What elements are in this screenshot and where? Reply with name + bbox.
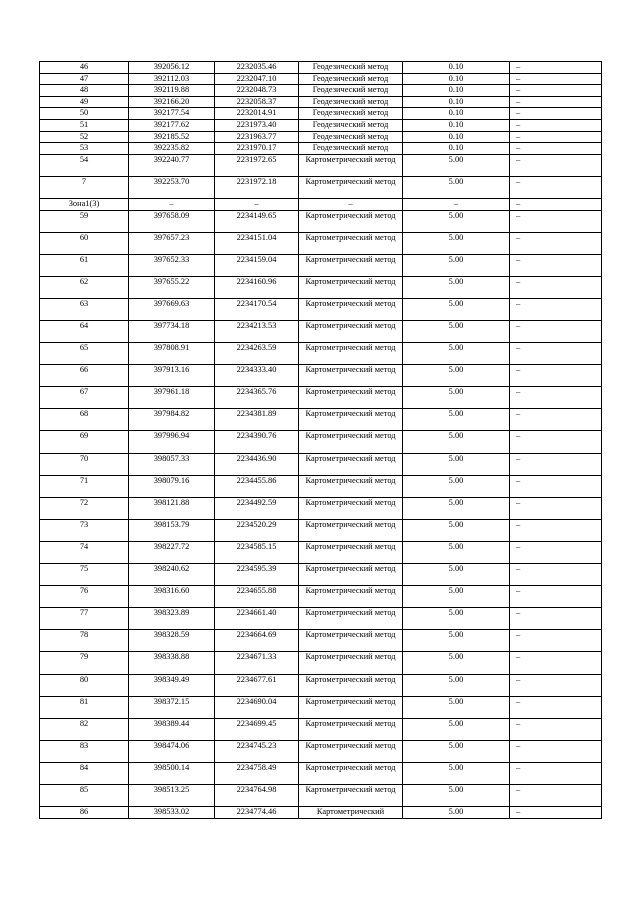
- method-cell: Картометрический метод: [299, 232, 403, 254]
- table-row: [40, 497, 602, 519]
- point-number-cell: Зона1(3): [40, 198, 129, 210]
- method-cell: Картометрический метод: [299, 674, 403, 696]
- table-row: [40, 143, 602, 155]
- accuracy-cell: 5.00: [403, 630, 510, 652]
- accuracy-cell: 5.00: [403, 696, 510, 718]
- x-coordinate-cell: 392177.62: [129, 119, 215, 131]
- table-row: [40, 232, 602, 254]
- y-coordinate-cell: 2234390.76: [215, 431, 299, 453]
- method-cell: Картометрический метод: [299, 475, 403, 497]
- accuracy-cell: 0.10: [403, 73, 510, 85]
- y-coordinate-cell: 2232048.73: [215, 85, 299, 97]
- x-coordinate-cell: 398513.25: [129, 784, 215, 806]
- method-cell: Геодезический метод: [299, 85, 403, 97]
- point-number-cell: 52: [40, 131, 129, 143]
- point-number-cell: 49: [40, 96, 129, 108]
- point-number-cell: 50: [40, 108, 129, 120]
- table-row: [40, 387, 602, 409]
- x-coordinate-cell: 392112.03: [129, 73, 215, 85]
- y-coordinate-cell: 2231970.17: [215, 143, 299, 155]
- x-coordinate-cell: 397657.23: [129, 232, 215, 254]
- y-coordinate-cell: 2234492.59: [215, 497, 299, 519]
- x-coordinate-cell: 397808.91: [129, 343, 215, 365]
- x-coordinate-cell: 398323.89: [129, 608, 215, 630]
- x-coordinate-cell: 398079.16: [129, 475, 215, 497]
- y-coordinate-cell: 2234745.23: [215, 740, 299, 762]
- method-cell: Картометрический метод: [299, 762, 403, 784]
- point-number-cell: 48: [40, 85, 129, 97]
- accuracy-cell: 5.00: [403, 365, 510, 387]
- point-number-cell: 68: [40, 409, 129, 431]
- method-cell: Геодезический метод: [299, 131, 403, 143]
- y-coordinate-cell: 2234764.98: [215, 784, 299, 806]
- table-row: [40, 740, 602, 762]
- x-coordinate-cell: 397734.18: [129, 321, 215, 343]
- note-cell: –: [510, 119, 602, 131]
- accuracy-cell: 0.10: [403, 96, 510, 108]
- y-coordinate-cell: 2234213.53: [215, 321, 299, 343]
- table-row: [40, 453, 602, 475]
- x-coordinate-cell: 392240.77: [129, 154, 215, 176]
- y-coordinate-cell: 2234677.61: [215, 674, 299, 696]
- accuracy-cell: 5.00: [403, 674, 510, 696]
- method-cell: Картометрический метод: [299, 176, 403, 198]
- note-cell: –: [510, 431, 602, 453]
- note-cell: –: [510, 85, 602, 97]
- note-cell: –: [510, 96, 602, 108]
- accuracy-cell: 5.00: [403, 475, 510, 497]
- accuracy-cell: 5.00: [403, 176, 510, 198]
- y-coordinate-cell: 2231972.18: [215, 176, 299, 198]
- note-cell: –: [510, 254, 602, 276]
- point-number-cell: 51: [40, 119, 129, 131]
- note-cell: –: [510, 343, 602, 365]
- note-cell: –: [510, 652, 602, 674]
- x-coordinate-cell: 397984.82: [129, 409, 215, 431]
- x-coordinate-cell: 392119.88: [129, 85, 215, 97]
- method-cell: Картометрический метод: [299, 387, 403, 409]
- note-cell: –: [510, 210, 602, 232]
- point-number-cell: 75: [40, 564, 129, 586]
- point-number-cell: 61: [40, 254, 129, 276]
- y-coordinate-cell: 2234436.90: [215, 453, 299, 475]
- point-number-cell: 77: [40, 608, 129, 630]
- table-row: [40, 586, 602, 608]
- table-row: [40, 630, 602, 652]
- x-coordinate-cell: 398338.88: [129, 652, 215, 674]
- note-cell: –: [510, 176, 602, 198]
- note-cell: –: [510, 564, 602, 586]
- note-cell: –: [510, 387, 602, 409]
- note-cell: –: [510, 674, 602, 696]
- accuracy-cell: 5.00: [403, 343, 510, 365]
- table-row: [40, 431, 602, 453]
- y-coordinate-cell: 2232035.46: [215, 62, 299, 74]
- note-cell: –: [510, 762, 602, 784]
- y-coordinate-cell: 2234661.40: [215, 608, 299, 630]
- x-coordinate-cell: 398533.02: [129, 807, 215, 819]
- x-coordinate-cell: 397961.18: [129, 387, 215, 409]
- method-cell: Картометрический метод: [299, 431, 403, 453]
- y-coordinate-cell: 2231973.40: [215, 119, 299, 131]
- note-cell: –: [510, 365, 602, 387]
- method-cell: Картометрический метод: [299, 497, 403, 519]
- method-cell: Картометрический метод: [299, 298, 403, 320]
- point-number-cell: 67: [40, 387, 129, 409]
- method-cell: Картометрический метод: [299, 608, 403, 630]
- note-cell: –: [510, 586, 602, 608]
- note-cell: –: [510, 62, 602, 74]
- method-cell: Картометрический метод: [299, 652, 403, 674]
- x-coordinate-cell: –: [129, 198, 215, 210]
- x-coordinate-cell: 397913.16: [129, 365, 215, 387]
- accuracy-cell: 0.10: [403, 108, 510, 120]
- y-coordinate-cell: 2234365.76: [215, 387, 299, 409]
- accuracy-cell: 0.10: [403, 119, 510, 131]
- table-row: [40, 475, 602, 497]
- y-coordinate-cell: 2234758.49: [215, 762, 299, 784]
- y-coordinate-cell: 2232047.10: [215, 73, 299, 85]
- method-cell: Картометрический метод: [299, 586, 403, 608]
- point-number-cell: 54: [40, 154, 129, 176]
- x-coordinate-cell: 392235.82: [129, 143, 215, 155]
- x-coordinate-cell: 397658.09: [129, 210, 215, 232]
- point-number-cell: 81: [40, 696, 129, 718]
- y-coordinate-cell: 2234263.59: [215, 343, 299, 365]
- method-cell: Картометрический метод: [299, 696, 403, 718]
- method-cell: Картометрический метод: [299, 564, 403, 586]
- table-row: [40, 564, 602, 586]
- method-cell: Геодезический метод: [299, 108, 403, 120]
- y-coordinate-cell: 2234381.89: [215, 409, 299, 431]
- table-row: [40, 718, 602, 740]
- accuracy-cell: 5.00: [403, 254, 510, 276]
- table-row: [40, 210, 602, 232]
- method-cell: –: [299, 198, 403, 210]
- method-cell: Геодезический метод: [299, 143, 403, 155]
- method-cell: Картометрический метод: [299, 784, 403, 806]
- point-number-cell: 62: [40, 276, 129, 298]
- x-coordinate-cell: 397652.33: [129, 254, 215, 276]
- accuracy-cell: 5.00: [403, 718, 510, 740]
- note-cell: –: [510, 298, 602, 320]
- y-coordinate-cell: 2232058.37: [215, 96, 299, 108]
- table-row: [40, 119, 602, 131]
- table-row: [40, 343, 602, 365]
- table-row: [40, 674, 602, 696]
- method-cell: Картометрический метод: [299, 365, 403, 387]
- accuracy-cell: 5.00: [403, 652, 510, 674]
- table-row: [40, 762, 602, 784]
- x-coordinate-cell: 398057.33: [129, 453, 215, 475]
- x-coordinate-cell: 392056.12: [129, 62, 215, 74]
- note-cell: –: [510, 740, 602, 762]
- coordinates-table: [39, 61, 602, 819]
- point-number-cell: 84: [40, 762, 129, 784]
- point-number-cell: 47: [40, 73, 129, 85]
- accuracy-cell: 5.00: [403, 276, 510, 298]
- x-coordinate-cell: 397655.22: [129, 276, 215, 298]
- x-coordinate-cell: 392177.54: [129, 108, 215, 120]
- note-cell: –: [510, 198, 602, 210]
- accuracy-cell: 5.00: [403, 210, 510, 232]
- point-number-cell: 63: [40, 298, 129, 320]
- table-row: [40, 198, 602, 210]
- method-cell: Картометрический метод: [299, 254, 403, 276]
- table-row: [40, 365, 602, 387]
- point-number-cell: 85: [40, 784, 129, 806]
- method-cell: Картометрический метод: [299, 343, 403, 365]
- note-cell: –: [510, 718, 602, 740]
- method-cell: Картометрический метод: [299, 210, 403, 232]
- accuracy-cell: 5.00: [403, 586, 510, 608]
- table-row: [40, 784, 602, 806]
- table-row: [40, 298, 602, 320]
- method-cell: Картометрический метод: [299, 519, 403, 541]
- accuracy-cell: 5.00: [403, 497, 510, 519]
- point-number-cell: 64: [40, 321, 129, 343]
- point-number-cell: 46: [40, 62, 129, 74]
- point-number-cell: 66: [40, 365, 129, 387]
- x-coordinate-cell: 397996.94: [129, 431, 215, 453]
- table-row: [40, 62, 602, 74]
- accuracy-cell: 5.00: [403, 519, 510, 541]
- note-cell: –: [510, 541, 602, 563]
- point-number-cell: 74: [40, 541, 129, 563]
- x-coordinate-cell: 398153.79: [129, 519, 215, 541]
- y-coordinate-cell: 2234149.65: [215, 210, 299, 232]
- y-coordinate-cell: 2234455.86: [215, 475, 299, 497]
- note-cell: –: [510, 497, 602, 519]
- method-cell: Картометрический метод: [299, 409, 403, 431]
- note-cell: –: [510, 143, 602, 155]
- y-coordinate-cell: 2232014.91: [215, 108, 299, 120]
- method-cell: Картометрический метод: [299, 740, 403, 762]
- point-number-cell: 78: [40, 630, 129, 652]
- y-coordinate-cell: 2234664.69: [215, 630, 299, 652]
- y-coordinate-cell: 2231972.65: [215, 154, 299, 176]
- method-cell: Геодезический метод: [299, 96, 403, 108]
- y-coordinate-cell: 2234671.33: [215, 652, 299, 674]
- table-row: [40, 807, 602, 819]
- x-coordinate-cell: 398500.14: [129, 762, 215, 784]
- note-cell: –: [510, 321, 602, 343]
- note-cell: –: [510, 608, 602, 630]
- point-number-cell: 79: [40, 652, 129, 674]
- note-cell: –: [510, 276, 602, 298]
- y-coordinate-cell: 2234774.46: [215, 807, 299, 819]
- table-row: [40, 652, 602, 674]
- point-number-cell: 7: [40, 176, 129, 198]
- x-coordinate-cell: 398121.88: [129, 497, 215, 519]
- x-coordinate-cell: 392185.52: [129, 131, 215, 143]
- note-cell: –: [510, 73, 602, 85]
- note-cell: –: [510, 630, 602, 652]
- x-coordinate-cell: 397669.63: [129, 298, 215, 320]
- x-coordinate-cell: 398227.72: [129, 541, 215, 563]
- table-row: [40, 96, 602, 108]
- y-coordinate-cell: 2234160.96: [215, 276, 299, 298]
- point-number-cell: 72: [40, 497, 129, 519]
- y-coordinate-cell: –: [215, 198, 299, 210]
- table-row: [40, 85, 602, 97]
- x-coordinate-cell: 398328.59: [129, 630, 215, 652]
- point-number-cell: 53: [40, 143, 129, 155]
- y-coordinate-cell: 2234690.04: [215, 696, 299, 718]
- accuracy-cell: 5.00: [403, 453, 510, 475]
- y-coordinate-cell: 2234170.54: [215, 298, 299, 320]
- accuracy-cell: 0.10: [403, 143, 510, 155]
- point-number-cell: 60: [40, 232, 129, 254]
- table-row: [40, 696, 602, 718]
- accuracy-cell: 5.00: [403, 431, 510, 453]
- point-number-cell: 80: [40, 674, 129, 696]
- accuracy-cell: 0.10: [403, 85, 510, 97]
- method-cell: Геодезический метод: [299, 119, 403, 131]
- note-cell: –: [510, 154, 602, 176]
- note-cell: –: [510, 108, 602, 120]
- y-coordinate-cell: 2234655.88: [215, 586, 299, 608]
- accuracy-cell: 5.00: [403, 387, 510, 409]
- method-cell: Геодезический метод: [299, 62, 403, 74]
- table-row: [40, 254, 602, 276]
- table-row: [40, 131, 602, 143]
- accuracy-cell: 5.00: [403, 762, 510, 784]
- table-row: [40, 108, 602, 120]
- table-row: [40, 519, 602, 541]
- accuracy-cell: 5.00: [403, 321, 510, 343]
- table-row: [40, 409, 602, 431]
- accuracy-cell: 5.00: [403, 154, 510, 176]
- accuracy-cell: 5.00: [403, 409, 510, 431]
- table-row: [40, 176, 602, 198]
- table-row: [40, 608, 602, 630]
- y-coordinate-cell: 2234333.40: [215, 365, 299, 387]
- y-coordinate-cell: 2234595.39: [215, 564, 299, 586]
- method-cell: Картометрический метод: [299, 541, 403, 563]
- table-row: [40, 73, 602, 85]
- point-number-cell: 82: [40, 718, 129, 740]
- accuracy-cell: 5.00: [403, 784, 510, 806]
- y-coordinate-cell: 2234159.04: [215, 254, 299, 276]
- accuracy-cell: 5.00: [403, 298, 510, 320]
- method-cell: Геодезический метод: [299, 73, 403, 85]
- accuracy-cell: 5.00: [403, 608, 510, 630]
- note-cell: –: [510, 131, 602, 143]
- table-row: [40, 321, 602, 343]
- note-cell: –: [510, 409, 602, 431]
- point-number-cell: 59: [40, 210, 129, 232]
- note-cell: –: [510, 519, 602, 541]
- note-cell: –: [510, 807, 602, 819]
- accuracy-cell: 5.00: [403, 564, 510, 586]
- x-coordinate-cell: 398316.60: [129, 586, 215, 608]
- y-coordinate-cell: 2234699.45: [215, 718, 299, 740]
- accuracy-cell: 5.00: [403, 740, 510, 762]
- x-coordinate-cell: 398372.15: [129, 696, 215, 718]
- y-coordinate-cell: 2234520.29: [215, 519, 299, 541]
- point-number-cell: 86: [40, 807, 129, 819]
- note-cell: –: [510, 696, 602, 718]
- accuracy-cell: –: [403, 198, 510, 210]
- accuracy-cell: 5.00: [403, 807, 510, 819]
- note-cell: –: [510, 784, 602, 806]
- x-coordinate-cell: 398474.06: [129, 740, 215, 762]
- method-cell: Картометрический метод: [299, 630, 403, 652]
- point-number-cell: 70: [40, 453, 129, 475]
- y-coordinate-cell: 2234585.15: [215, 541, 299, 563]
- y-coordinate-cell: 2231963.77: [215, 131, 299, 143]
- table-row: [40, 541, 602, 563]
- accuracy-cell: 5.00: [403, 232, 510, 254]
- table-row: [40, 276, 602, 298]
- x-coordinate-cell: 392253.70: [129, 176, 215, 198]
- note-cell: –: [510, 475, 602, 497]
- accuracy-cell: 5.00: [403, 541, 510, 563]
- method-cell: Картометрический метод: [299, 276, 403, 298]
- method-cell: Картометрический метод: [299, 154, 403, 176]
- note-cell: –: [510, 232, 602, 254]
- coordinates-table-body: [40, 62, 602, 819]
- method-cell: Картометрический метод: [299, 453, 403, 475]
- accuracy-cell: 0.10: [403, 131, 510, 143]
- note-cell: –: [510, 453, 602, 475]
- method-cell: Картометрический метод: [299, 718, 403, 740]
- point-number-cell: 76: [40, 586, 129, 608]
- method-cell: Картометрический: [299, 807, 403, 819]
- point-number-cell: 73: [40, 519, 129, 541]
- point-number-cell: 65: [40, 343, 129, 365]
- point-number-cell: 69: [40, 431, 129, 453]
- accuracy-cell: 0.10: [403, 62, 510, 74]
- x-coordinate-cell: 392166.20: [129, 96, 215, 108]
- method-cell: Картометрический метод: [299, 321, 403, 343]
- y-coordinate-cell: 2234151.04: [215, 232, 299, 254]
- x-coordinate-cell: 398240.62: [129, 564, 215, 586]
- x-coordinate-cell: 398349.49: [129, 674, 215, 696]
- table-row: [40, 154, 602, 176]
- x-coordinate-cell: 398389.44: [129, 718, 215, 740]
- point-number-cell: 83: [40, 740, 129, 762]
- point-number-cell: 71: [40, 475, 129, 497]
